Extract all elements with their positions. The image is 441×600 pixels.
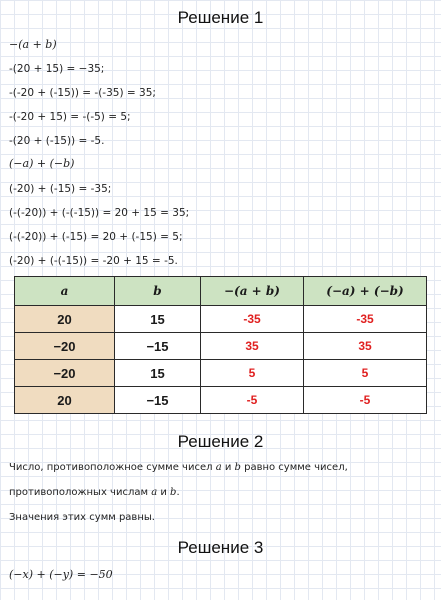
cell-a: −20: [15, 333, 115, 360]
cell-sum-neg: 35: [304, 333, 427, 360]
solution-2-text-line-2: противоположных числам a и b.: [9, 487, 180, 498]
header-a: a: [15, 277, 115, 306]
solution-2-text-line-3: Значения этих сумм равны.: [9, 512, 155, 523]
calculation-line: -(20 + 15) = −35;: [9, 63, 105, 75]
cell-b: −15: [115, 387, 201, 414]
table-header-row: [15, 277, 427, 306]
calculation-line: (-20) + (-(-15)) = -20 + 15 = -5.: [9, 255, 178, 267]
table-row: [15, 306, 427, 333]
solution-3-equation: (−x) + (−y) = −50: [9, 568, 113, 581]
values-table: [14, 276, 426, 414]
solution-2-text-line-1: Число, противоположное сумме чисел a и b равно сумме чисел,: [9, 462, 348, 473]
cell-b: 15: [115, 306, 201, 333]
cell-a: 20: [15, 306, 115, 333]
solution-3-heading: Решение 3: [177, 538, 264, 557]
cell-sum-neg: 5: [304, 360, 427, 387]
cell-b: −15: [115, 333, 201, 360]
calculation-line: -(20 + (-15)) = -5.: [9, 135, 105, 147]
table-row: [15, 387, 427, 414]
solution-1-heading: Решение 1: [177, 8, 264, 27]
cell-sum-neg: -35: [304, 306, 427, 333]
header-sum-neg: (−a) + (−b): [304, 277, 427, 306]
cell-neg-sum: -35: [201, 306, 304, 333]
solution-2-heading: Решение 2: [177, 432, 264, 451]
cell-neg-sum: 35: [201, 333, 304, 360]
calculation-line: (-(-20)) + (-15) = 20 + (-15) = 5;: [9, 231, 183, 243]
calculation-line: -(-20 + 15) = -(-5) = 5;: [9, 111, 131, 123]
calculation-line: -(-20 + (-15)) = -(-35) = 35;: [9, 87, 156, 99]
calculation-line: (-(-20)) + (-(-15)) = 20 + 15 = 35;: [9, 207, 190, 219]
cell-b: 15: [115, 360, 201, 387]
cell-a: 20: [15, 387, 115, 414]
cell-neg-sum: -5: [201, 387, 304, 414]
table-row: [15, 360, 427, 387]
expression-line: (−a) + (−b): [9, 157, 75, 170]
calculation-line: (-20) + (-15) = -35;: [9, 183, 112, 195]
header-neg-sum: −(a + b): [201, 277, 304, 306]
header-b: b: [115, 277, 201, 306]
table-row: [15, 333, 427, 360]
cell-a: −20: [15, 360, 115, 387]
expression-line: −(a + b): [9, 38, 57, 51]
cell-sum-neg: -5: [304, 387, 427, 414]
cell-neg-sum: 5: [201, 360, 304, 387]
